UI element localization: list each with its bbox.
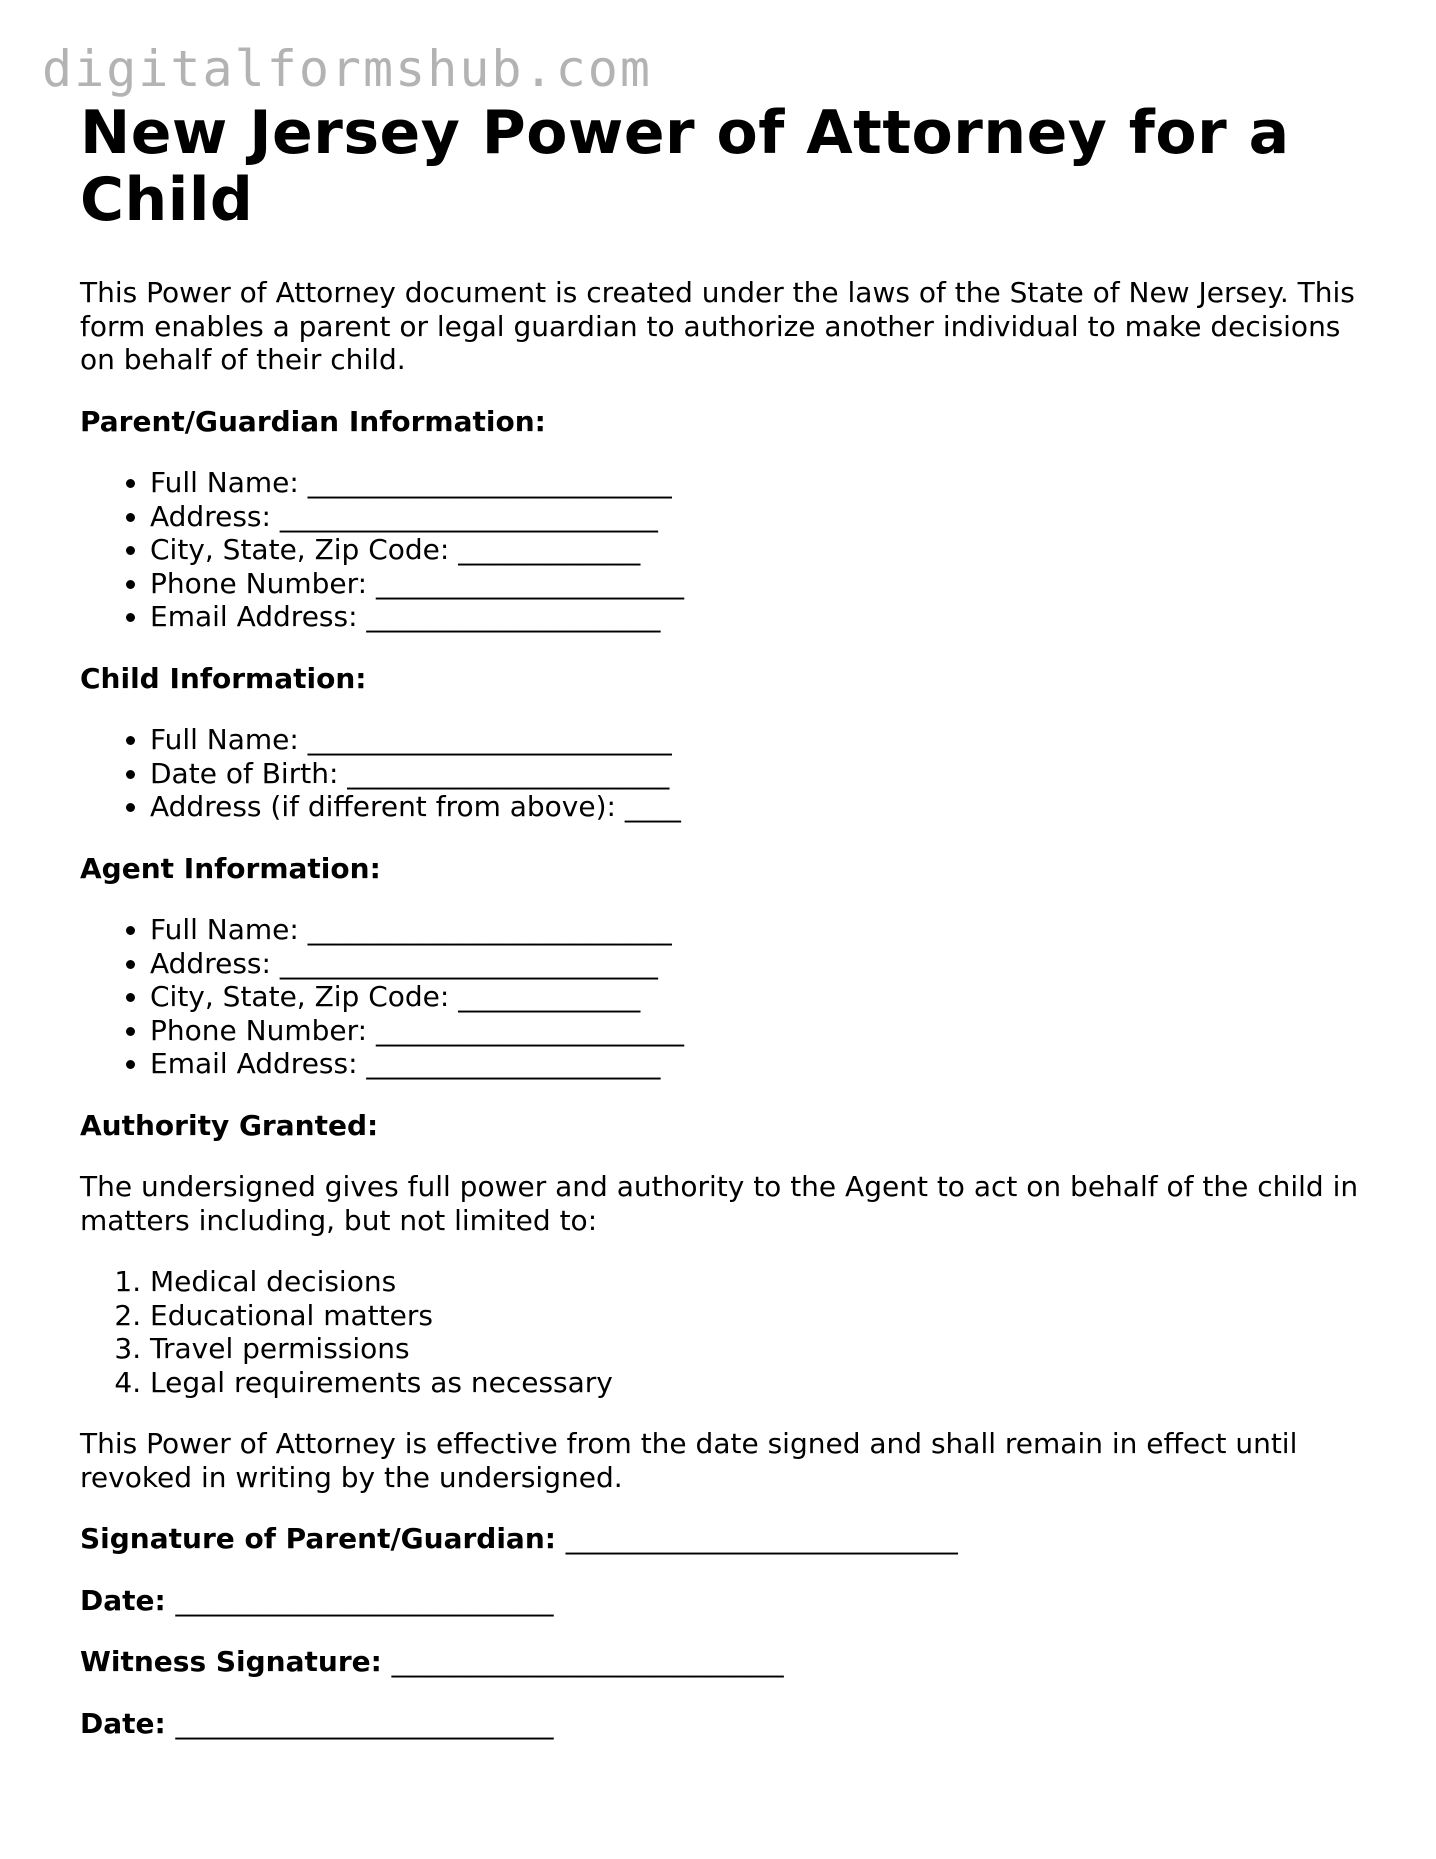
parent-signature-label: Signature of Parent/Guardian: [80, 1522, 556, 1555]
intro-paragraph: This Power of Attorney document is created under the laws of the State of New Jersey. This form enables a parent or legal guardian to authorize another individual to make decisions on behalf of their child. [80, 276, 1355, 376]
child-dob-field[interactable]: • Date of Birth: _______________________ [150, 757, 1370, 791]
parent-fields-list [80, 466, 1370, 634]
authority-item: 3. Travel permissions [150, 1332, 1370, 1366]
witness-signature-blank[interactable]: ____________________________ [391, 1645, 784, 1678]
agent-phone-field[interactable]: • Phone Number: ______________________ [150, 1014, 1370, 1048]
authority-item: 4. Legal requirements as necessary [150, 1366, 1370, 1400]
authority-paragraph: The undersigned gives full power and authority to the Agent to act on behalf of the child in matters including, but not limited to: [80, 1170, 1359, 1237]
parent-section-heading: Parent/Guardian Information: [80, 404, 546, 438]
child-full-name-field[interactable]: • Full Name: __________________________ [150, 723, 1370, 757]
watermark: digitalformshub.com [42, 40, 652, 98]
witness-signature-label: Witness Signature: [80, 1645, 382, 1678]
witness-signature-line[interactable] [80, 1645, 1370, 1679]
authority-section-heading: Authority Granted: [80, 1108, 379, 1142]
agent-full-name-field[interactable]: • Full Name: __________________________ [150, 913, 1370, 947]
child-address-field[interactable]: • Address (if different from above): ____ [150, 790, 1370, 824]
child-fields-list [80, 723, 1370, 824]
parent-signature-line[interactable] [80, 1522, 1370, 1556]
authority-item: 2. Educational matters [150, 1299, 1370, 1333]
authority-list [80, 1265, 1370, 1399]
parent-signature-blank[interactable]: ____________________________ [565, 1522, 958, 1555]
parent-email-field[interactable]: • Email Address: _____________________ [150, 600, 1370, 634]
authority-item: 1. Medical decisions [150, 1265, 1370, 1299]
date-label-1: Date: [80, 1583, 166, 1617]
child-section-heading: Child Information: [80, 661, 367, 695]
date-blank-2[interactable]: ___________________________ [175, 1706, 554, 1740]
effective-paragraph: This Power of Attorney is effective from the date signed and shall remain in effect until revoked in writing by the undersigned. [80, 1427, 1298, 1494]
parent-address-field[interactable]: • Address: ___________________________ [150, 500, 1370, 534]
agent-section-heading: Agent Information: [80, 851, 381, 885]
parent-phone-field[interactable]: • Phone Number: ______________________ [150, 567, 1370, 601]
agent-fields-list [80, 913, 1370, 1081]
parent-full-name-field[interactable]: • Full Name: __________________________ [150, 466, 1370, 500]
date-label-2: Date: [80, 1706, 166, 1740]
agent-email-field[interactable]: • Email Address: _____________________ [150, 1047, 1370, 1081]
agent-city-state-zip-field[interactable]: • City, State, Zip Code: _____________ [150, 980, 1370, 1014]
date-blank-1[interactable]: ___________________________ [175, 1583, 554, 1617]
agent-address-field[interactable]: • Address: ___________________________ [150, 947, 1370, 981]
date-line-1[interactable] [80, 1584, 1370, 1618]
document-page [80, 100, 1370, 1740]
page-title: New Jersey Power of Attorney for a Child [80, 98, 1290, 235]
date-line-2[interactable] [80, 1707, 1370, 1741]
parent-city-state-zip-field[interactable]: • City, State, Zip Code: _____________ [150, 533, 1370, 567]
